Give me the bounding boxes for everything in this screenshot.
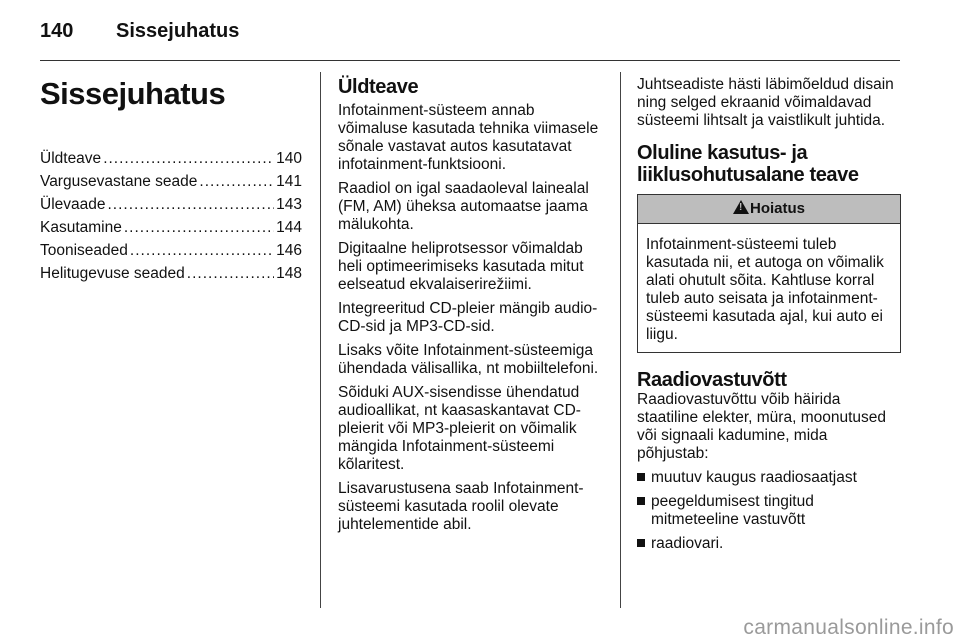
list-item xyxy=(637,469,903,487)
toc-column xyxy=(40,76,302,288)
toc-entry-tooniseaded[interactable] xyxy=(40,242,302,265)
general-heading: Üldteave xyxy=(338,76,419,98)
toc-leader-dots xyxy=(130,242,274,260)
list-item-text: muutuv kaugus raadiosaatjast xyxy=(651,469,857,486)
toc-label: Vargusevastane seade xyxy=(40,173,198,190)
intro-paragraph: Juhtseadiste hästi läbimõeldud disain ning selged ekraanid võimaldavad süsteemi lihtsalt ja vaistlikult juhtida. xyxy=(637,76,894,129)
toc-leader-dots xyxy=(103,150,274,168)
toc-page: 141 xyxy=(276,173,302,190)
general-paragraph: Lisavarustusena saab Infotainment-süsteemi kasutada roolil olevate juhtelementide abil. xyxy=(338,480,584,533)
toc-leader-dots xyxy=(199,173,274,191)
safety-column xyxy=(637,76,903,559)
general-paragraph: Sõiduki AUX-sisendisse ühendatud audioallikat, nt kaasaskantavat CD-pleierit või MP3-pleierit on võimalik mängida Infotainment-süsteemi kõlaritest. xyxy=(338,384,581,473)
page-number: 140 xyxy=(40,20,74,42)
bullet-square-icon xyxy=(637,473,645,481)
column-divider-2 xyxy=(620,72,621,608)
toc-page: 146 xyxy=(276,242,302,259)
toc-entry-uldteave[interactable] xyxy=(40,150,302,173)
toc-entry-helitugevuse-seaded[interactable] xyxy=(40,265,302,288)
table-of-contents xyxy=(40,150,302,288)
general-paragraph: Raadiol on igal saadaoleval lainealal (FM, AM) üheksa automaatse jaama mälukohta. xyxy=(338,180,589,233)
warning-text: Infotainment-süsteemi tuleb kasutada nii, et autoga on võimalik alati ohutult sõita. Kahtluse korral tuleb auto seisata ja infotainment-süsteemi kasutada ajal, kui auto ei liigu. xyxy=(646,236,884,343)
toc-label: Üldteave xyxy=(40,150,102,167)
general-paragraph: Digitaalne heliprotsessor võimaldab heli optimeerimiseks kasutada mitut eelseatud ekvalaiserirežiimi. xyxy=(338,240,584,293)
reception-heading: Raadiovastuvõtt xyxy=(637,369,787,391)
bullet-square-icon xyxy=(637,497,645,505)
general-info-column xyxy=(338,76,604,540)
general-paragraph: Infotainment-süsteem annab võimaluse kasutada tehnika viimasele sõnale vastavat autos kasutatavat infotainment-funktsiooni. xyxy=(338,102,599,173)
bullet-square-icon xyxy=(637,539,645,547)
warning-title: Hoiatus xyxy=(749,200,805,217)
page-header xyxy=(40,20,239,43)
list-item-text: peegeldumisest tingitud mitmeteeline vastuvõtt xyxy=(651,493,814,528)
toc-entry-ulevaade[interactable] xyxy=(40,196,302,219)
toc-leader-dots xyxy=(187,265,274,283)
traffic-safety-heading: Oluline kasutus- ja liiklusohutusalane teave xyxy=(637,142,859,186)
list-item xyxy=(637,535,903,553)
watermark: carmanualsonline.info xyxy=(743,616,954,639)
warning-header xyxy=(638,195,900,224)
column-divider-1 xyxy=(320,72,321,608)
list-item-text: raadiovari. xyxy=(651,535,724,552)
toc-entry-vargusevastane-seade[interactable] xyxy=(40,173,302,196)
toc-entry-kasutamine[interactable] xyxy=(40,219,302,242)
toc-page: 144 xyxy=(276,219,302,236)
list-item xyxy=(637,493,903,529)
interference-list xyxy=(637,469,903,553)
toc-label: Tooniseaded xyxy=(40,242,128,259)
toc-label: Helitugevuse seaded xyxy=(40,265,185,282)
warning-box xyxy=(637,194,901,353)
general-paragraph: Lisaks võite Infotainment-süsteemiga ühendada välisallika, nt mobiiltelefoni. xyxy=(338,342,599,377)
toc-label: Ülevaade xyxy=(40,196,106,213)
reception-paragraph: Raadiovastuvõttu võib häirida staatiline elekter, müra, moonutused või signaali kadumine, mida põhjustab: xyxy=(637,391,886,462)
toc-leader-dots xyxy=(124,219,274,237)
warning-triangle-icon xyxy=(733,200,749,214)
toc-leader-dots xyxy=(108,196,275,214)
general-paragraph: Integreeritud CD-pleier mängib audio-CD-sid ja MP3-CD-sid. xyxy=(338,300,598,335)
toc-page: 143 xyxy=(276,196,302,213)
chapter-title: Sissejuhatus xyxy=(40,76,226,111)
toc-page: 140 xyxy=(276,150,302,167)
running-section-title: Sissejuhatus xyxy=(116,20,240,42)
toc-label: Kasutamine xyxy=(40,219,122,236)
header-divider xyxy=(40,60,900,61)
toc-page: 148 xyxy=(276,265,302,282)
